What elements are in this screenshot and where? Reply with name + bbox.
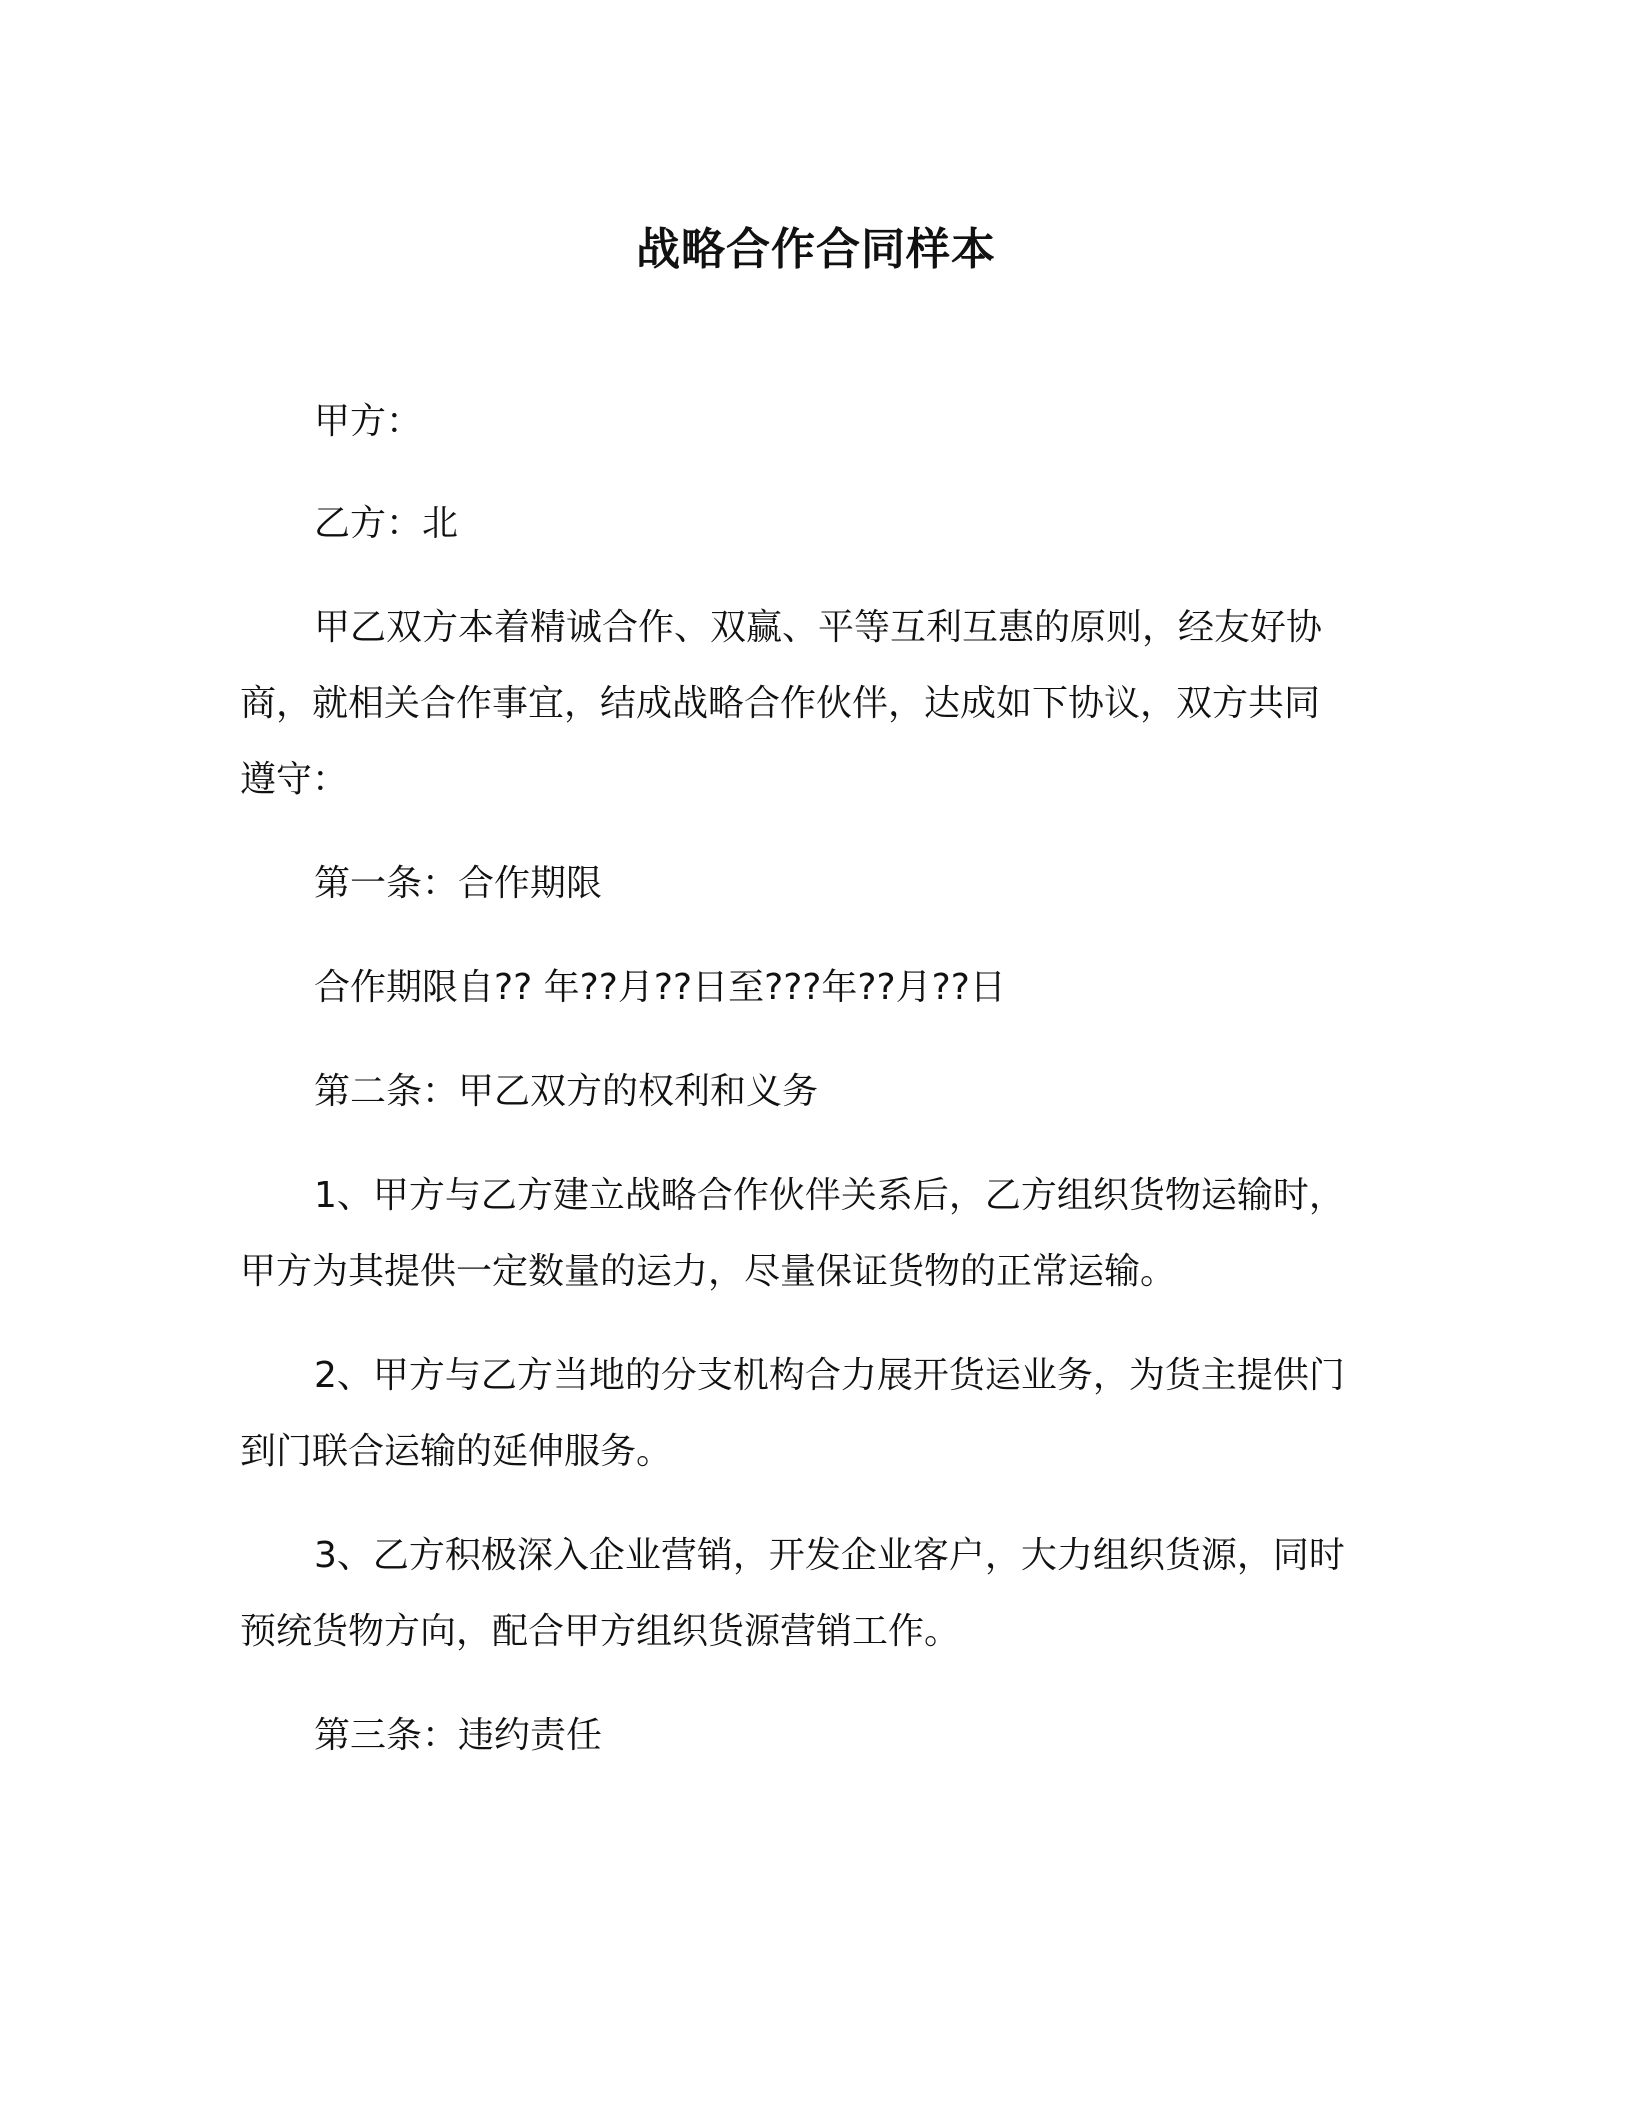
clause-3-line-2: 预统货物方向，配合甲方组织货源营销工作。: [240, 1611, 961, 1652]
clause-2-line-1: 2、甲方与乙方当地的分支机构合力展开货运业务，为货主提供门: [314, 1355, 1345, 1396]
clause-2-line-2: 到门联合运输的延伸服务。: [240, 1431, 673, 1472]
clause-1-line-1: 1、甲方与乙方建立战略合作伙伴关系后，乙方组织货物运输时，: [314, 1175, 1345, 1216]
document-title: 战略合作合同样本: [636, 224, 996, 275]
preamble-line-1: 甲乙双方本着精诚合作、双赢、平等互利互惠的原则，经友好协: [314, 607, 1323, 648]
preamble-line-2: 商，就相关合作事宜，结成战略合作伙伴，达成如下协议，双方共同: [240, 683, 1321, 724]
article-1-heading: 第一条：合作期限: [314, 863, 603, 904]
article-3-heading: 第三条：违约责任: [314, 1715, 603, 1756]
article-2-heading: 第二条：甲乙双方的权利和义务: [314, 1071, 819, 1112]
preamble-line-3: 遵守：: [240, 759, 349, 800]
party-b-line: 乙方：北: [314, 503, 459, 544]
clause-1-line-2: 甲方为其提供一定数量的运力，尽量保证货物的正常运输。: [240, 1251, 1177, 1292]
clause-3-line-1: 3、乙方积极深入企业营销，开发企业客户，大力组织货源，同时: [314, 1535, 1345, 1576]
article-1-text: 合作期限自?? 年??月??日至???年??月??日: [314, 967, 1006, 1008]
party-a-line: 甲方：: [314, 401, 423, 442]
